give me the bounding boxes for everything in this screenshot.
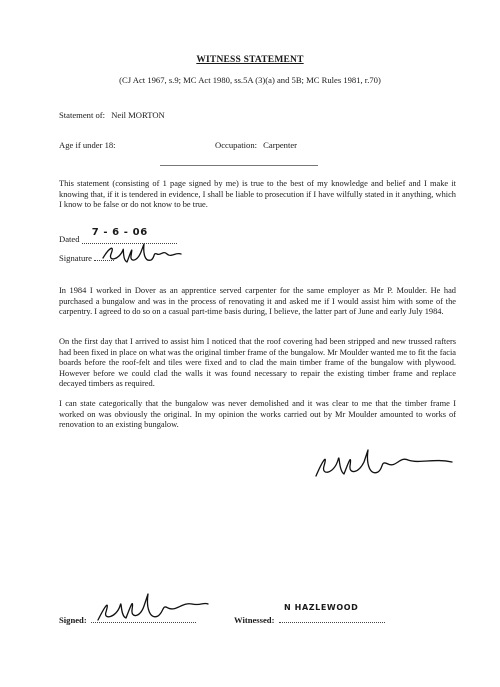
signed-label: Signed: (59, 615, 87, 625)
declaration-text: This statement (consisting of 1 page signed by me) is true to the best of my knowledge and belief and I make it knowing that, if it is tendered in evidence, I shall be liable to prosecution if I have wilfully stated in it anything, which I know to be false or do not know to be true. (59, 179, 456, 210)
document-title: WITNESS STATEMENT (196, 55, 304, 65)
signature-image-signed (92, 590, 212, 624)
signature-image-top (97, 240, 187, 270)
witnessed-label: Witnessed: (234, 615, 275, 625)
statement-of-row (59, 110, 165, 120)
dated-value: 7 - 6 - 06 (91, 227, 148, 238)
paragraph-2: On the first day that I arrived to assist him I noticed that the roof covering had been stripped and new trussed rafters had been fixed in place on what was the original timber frame of the bungalow. Mr Moulder wanted me to fit the facia boards before the roof-felt and tiles were fixed and to clad the main timber frame of the bungalow with plywood. However before we could clad the walls it was found necessary to repair the existing timber frame and replace decayed timbers as required. (59, 337, 456, 389)
age-label: Age if under 18: (59, 140, 116, 150)
statement-of-label: Statement of: (59, 110, 106, 120)
signature-image-body (308, 446, 458, 482)
occupation-label: Occupation: (215, 140, 257, 150)
witness-name-handwritten: N HAZLEWOOD (284, 603, 359, 612)
divider-line (160, 165, 318, 166)
witnessed-field (279, 622, 385, 623)
statement-of-value: Neil MORTON (111, 110, 165, 120)
paragraph-3: I can state categorically that the bungalow was never demolished and it was clear to me that the timber frame I worked on was obviously the original. In my opinion the works carried out by Mr Moulder amounted to works of renovation to an existing bungalow. (59, 399, 456, 430)
dated-label: Dated (59, 234, 80, 244)
occupation-row (215, 140, 297, 150)
signature-label: Signature (59, 253, 92, 263)
paragraph-1: In 1984 I worked in Dover as an apprentice served carpenter for the same employer as Mr P. Moulder. He had purchased a bungalow and was in the process of renovating it and asked me if I would assist him with some of the carpentry. I agreed to do so on a casual part-time basis during, I believe, the latter part of June and early July 1984. (59, 286, 456, 317)
occupation-value: Carpenter (263, 140, 298, 150)
witnessed-row (234, 615, 385, 625)
act-reference: (CJ Act 1967, s.9; MC Act 1980, ss.5A (3)(a) and 5B; MC Rules 1981, r.70) (119, 75, 381, 85)
